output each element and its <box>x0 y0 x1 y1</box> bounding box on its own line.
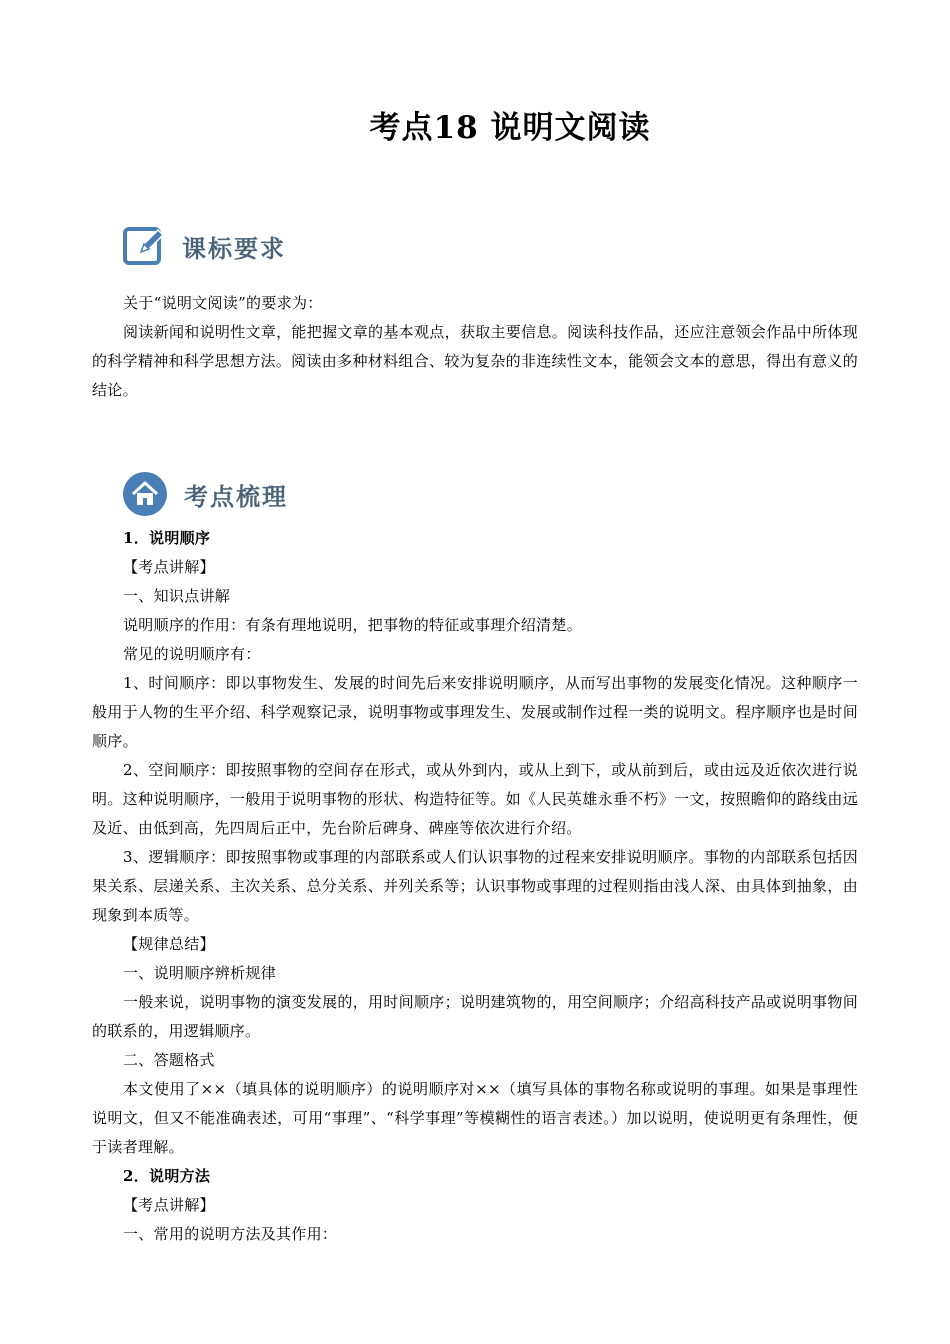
subheading: 2．说明方法 <box>123 1167 211 1185</box>
paragraph: 一、知识点讲解 <box>123 587 231 605</box>
paragraph: 阅读新闻和说明性文章，能把握文章的基本观点，获取主要信息。阅读科技作品，还应注意领会作品中所体现的科学精神和科学思想方法。阅读由多种材料组合、较为复杂的非连续性文本，能领会文本的意思，得出有意义的结论。 <box>92 323 858 399</box>
paragraph: 【规律总结】 <box>123 935 215 953</box>
paragraph: 3、逻辑顺序：即按照事物或事理的内部联系或人们认识事物的过程来安排说明顺序。事物的内部联系包括因果关系、层递关系、主次关系、总分关系、并列关系等；认识事物或事理的过程则指由浅人深、由具体到抽象，由现象到本质等。 <box>92 848 858 924</box>
paragraph: 关于“说明文阅读”的要求为： <box>123 294 323 312</box>
paragraph: 说明顺序的作用：有条有理地说明，把事物的特征或事理介绍清楚。 <box>123 616 583 634</box>
review-text <box>92 524 858 1249</box>
paragraph: 【考点讲解】 <box>123 1196 215 1214</box>
paragraph: 一般来说，说明事物的演变发展的，用时间顺序；说明建筑物的，用空间顺序；介绍高科技产品或说明事物间的联系的，用逻辑顺序。 <box>92 993 858 1040</box>
paragraph: 1、时间顺序：即以事物发生、发展的时间先后来安排说明顺序，从而写出事物的发展变化情况。这种顺序一般用于人物的生平介绍、科学观察记录，说明事物或事理发生、发展或制作过程一类的说明文。程序顺序也是时间顺序。 <box>92 674 858 750</box>
subheading: 1．说明顺序 <box>123 529 211 547</box>
section-heading-label: 考点梳理 <box>184 481 288 511</box>
edit-icon <box>122 224 166 268</box>
section-heading-curriculum <box>122 222 286 270</box>
paragraph: 常见的说明顺序有： <box>123 645 261 663</box>
paragraph: 【考点讲解】 <box>123 558 215 576</box>
section-heading-label: 课标要求 <box>182 233 286 263</box>
paragraph: 2、空间顺序：即按照事物的空间存在形式，或从外到内，或从上到下，或从前到后，或由远及近依次进行说明。这种说明顺序，一般用于说明事物的形状、构造特征等。如《人民英雄永垂不朽》一文，按照瞻仰的路线由远及近、由低到高，先四周后正中，先台阶后碑身、碑座等依次进行介绍。 <box>92 761 858 837</box>
curriculum-text <box>92 289 858 405</box>
paragraph: 二、答题格式 <box>123 1051 215 1069</box>
paragraph: 一、常用的说明方法及其作用： <box>123 1225 338 1243</box>
section-heading-review <box>122 470 288 518</box>
page-title: 考点18 说明文阅读 <box>369 110 651 146</box>
home-icon <box>122 471 168 517</box>
paragraph: 本文使用了××（填具体的说明顺序）的说明顺序对××（填写具体的事物名称或说明的事理。如果是事理性说明文，但又不能准确表述，可用“事理”、“科学事理”等模糊性的语言表述。）加以说明，使说明更有条理性，便于读者理解。 <box>92 1080 858 1156</box>
paragraph: 一、说明顺序辨析规律 <box>123 964 277 982</box>
